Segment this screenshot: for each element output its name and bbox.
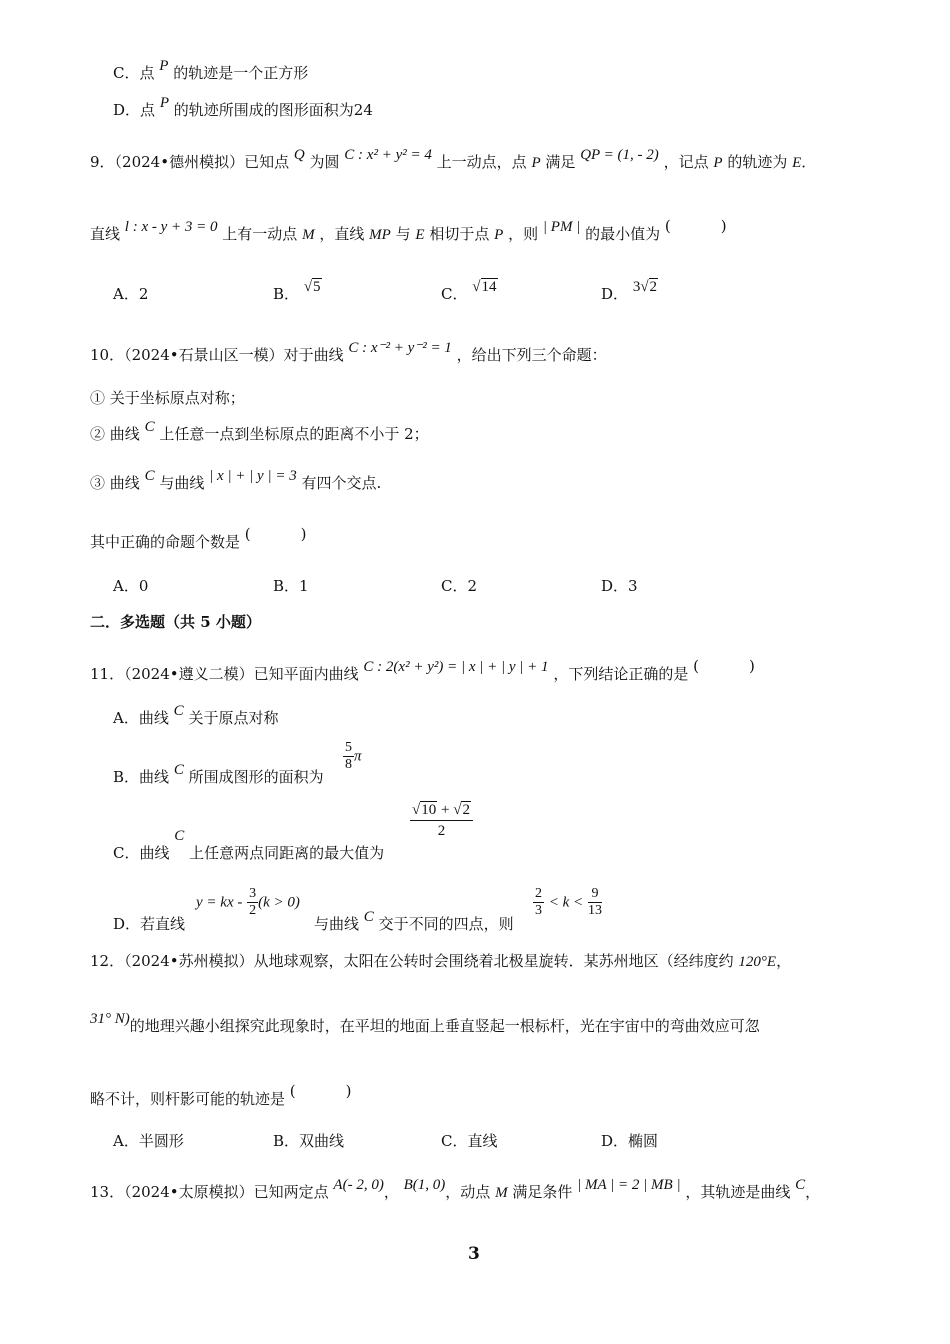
q12-option-c: C．直线 [441, 1132, 498, 1150]
q12-stem-line1: 12．（2024•苏州模拟）从地球观察，太阳在公转时会围绕着北极星旋转．某苏州地区（经纬度约 120°E， [90, 952, 792, 970]
q9-option-d: D． 3√2 [601, 279, 658, 303]
q9-option-b: B． √5 [273, 279, 321, 303]
q11-stem: 11．（2024•遵义二模）已知平面内曲线 C : 2(x² + y²) = | x | + | y | + 1 ，下列结论正确的是 ( ) [90, 657, 755, 683]
q12-stem-line3: 略不计，则杆影可能的轨迹是 ( ) [90, 1082, 352, 1108]
q8-option-d: D．点 P 的轨迹所围成的图形面积为24 [113, 95, 373, 119]
q10-option-d: D．3 [601, 577, 638, 595]
q10-statement-2: ② 曲线 C 上任意一点到坐标原点的距离不小于 2； [90, 419, 429, 443]
three-sqrt-2: 3√2 [632, 279, 658, 295]
q10-statement-1: ① 关于坐标原点对称； [90, 389, 245, 407]
section-heading-multiple-choice: 二．多选题（共 5 小题） [90, 613, 261, 631]
sqrt-5: √5 [303, 279, 321, 295]
q13-stem: 13．（2024•太原模拟）已知两定点 A(- 2, 0)， B(1, 0)，动点 M 满足条件 | MA | = 2 | MB | ，其轨迹是曲线 C， [90, 1177, 821, 1201]
q9-option-a: A．2 [113, 285, 149, 303]
q8-option-c: C．点 P 的轨迹是一个正方形 [113, 58, 309, 82]
q12-option-a: A．半圆形 [113, 1132, 184, 1150]
q12-option-d: D．椭圆 [601, 1132, 659, 1150]
q10-option-a: A．0 [113, 577, 149, 595]
q11-c-fraction: $\frac{√10 + √2}{2}$ [410, 800, 473, 841]
q12-option-b: B．双曲线 [273, 1132, 345, 1150]
q12-stem-line2: 31° N)的地理兴趣小组探究此现象时，在平坦的地面上垂直竖起一根标杆，光在宇宙中的弯曲效应可忽 [90, 1011, 760, 1035]
q11-option-d: D．若直线 [113, 915, 186, 933]
sqrt-14: √14 [472, 279, 497, 295]
q11-d-inequality: $\frac{2}{3}$ < k < $\frac{9}{13}$ [535, 886, 602, 918]
q10-question: 其中正确的命题个数是 ( ) [90, 525, 307, 551]
q11-b-fraction: $\frac{5}{8}$ π [345, 740, 362, 772]
q9-stem-line1: 9．（2024•德州模拟）已知点 Q 为圆 C : x² + y² = 4 上一动点，点 P 满足 QP = (1, - 2) ，记点 P 的轨迹为 E． [90, 147, 817, 171]
q10-statement-3: ③ 曲线 C 与曲线 | x | + | y | = 3 有四个交点. [90, 468, 382, 492]
q11-option-b: B．曲线 C 所围成图形的面积为 [113, 762, 324, 786]
q11-option-c: C．曲线 C 上任意两点同距离的最大值为 [113, 828, 385, 862]
q11-d-line-equation: y = kx - $\frac{3}{2}$ (k > 0) [196, 886, 300, 918]
q10-option-c: C．2 [441, 577, 478, 595]
q11-option-d-rest: 与曲线 C 交于不同的四点，则 [314, 909, 514, 933]
page-number: 3 [468, 1244, 480, 1264]
q9-option-c: C． √14 [441, 279, 497, 303]
q9-stem-line2: 直线 l : x - y + 3 = 0 上有一动点 M ，直线 MP 与 E 相切于点 P ，则 | PM | 的最小值为 ( ) [90, 217, 727, 243]
q11-option-a: A．曲线 C 关于原点对称 [113, 703, 279, 727]
q10-option-b: B．1 [273, 577, 309, 595]
q10-stem: 10．（2024•石景山区一模）对于曲线 C : x⁻² + y⁻² = 1 ，给出下列三个命题： [90, 340, 607, 364]
